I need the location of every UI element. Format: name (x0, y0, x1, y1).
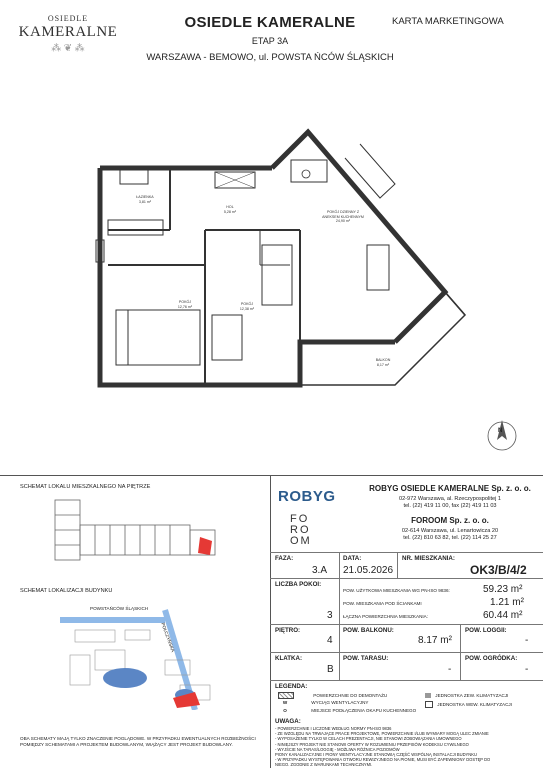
legend-ac-outdoor: JEDNOSTKA ZEW. KLIMATYZACJI (425, 693, 508, 698)
nr-label: NR. MIESZKANIA: (402, 555, 455, 562)
pow-podscianki-value: 1.21 m² (490, 597, 524, 608)
hood-marker-icon: O (283, 708, 287, 713)
brand-logo (18, 14, 118, 54)
column-divider (270, 475, 271, 768)
logo-small-text: OSIEDLE (47, 14, 89, 23)
compass-label: N (498, 428, 503, 434)
taras-value: - (448, 664, 452, 675)
schemat-lokalu-title: SCHEMAT LOKALU MIESZKALNEGO NA PIĘTRZE (20, 484, 151, 490)
compass-icon (488, 420, 516, 450)
room-label-hol: HOL 5,28 m² (223, 205, 237, 214)
ogrodek-value: - (525, 664, 529, 675)
klatka-value: B (327, 664, 334, 675)
room-label-pokoj-dzienny: POKÓJ DZIENNY Z ANEKSEM KUCHENNYM 24,90 m² (322, 210, 364, 223)
pow-laczna-label: ŁĄCZNA POWIERZCHNIA MIESZKANIA: (343, 614, 428, 619)
faza-label: FAZA: (275, 555, 294, 562)
disclaimer: OBA SCHEMATY MAJĄ TYLKO ZNACZENIE POGLĄDOWE. W PRZYPADKU EWENTUALNYCH ROZBIEŻNOŚCI POMIĘDZY SCHEMATAMI A PROJEKTEM BUDOWLANYM, WIĄŻĄCY JEST PROJEKT BUDOWLANY. (20, 736, 256, 747)
taras-label: POW. TARASU: (343, 655, 389, 662)
etap-label: ETAP 3A (251, 36, 289, 46)
table-line (270, 578, 543, 579)
section-divider (0, 475, 543, 476)
map-street-2: POŁCZYŃSKA (160, 622, 176, 653)
balkon-label: POW. BALKONU: (343, 627, 394, 634)
table-vline (339, 552, 340, 680)
logo-big-text: KAMERALNE (18, 24, 118, 40)
nr-value: OK3/B/4/2 (470, 563, 527, 577)
company2-block: FOROOM Sp. z. o. o. 02-614 Warszawa, ul. Lenartowicza 20 tel. (22) 810 63 82, tel. (22) 114 25 27 (401, 516, 499, 541)
loggia-value: - (525, 635, 529, 646)
klatka-label: KLATKA: (275, 655, 303, 662)
uwagi-title: UWAGA: (275, 718, 301, 725)
data-label: DATA: (343, 555, 362, 562)
room-label-balkon: BALKON 8,17 m² (375, 358, 391, 367)
room-label-pokoj-2: POKÓJ 12,38 m² (239, 302, 255, 311)
pokoje-value: 3 (327, 610, 333, 621)
logo-ornament-icon: ⁂ ❦ ⁂ (51, 43, 85, 54)
table-line (270, 652, 543, 653)
legend-ac-indoor: JEDNOSTKA WEW. KLIMATYZACJI (425, 701, 512, 708)
foroom-logo: FO RO OM (290, 513, 312, 547)
faza-value: 3.A (312, 565, 328, 576)
data-value: 21.05.2026 (343, 565, 394, 576)
vent-marker-icon: W (282, 700, 288, 705)
legend-title: LEGENDA: (275, 683, 308, 690)
ogrodek-label: POW. OGRÓDKA: (465, 655, 518, 662)
legend-item-demontaz: POWIERZCHNIE DO DEMONTAŻU (278, 692, 538, 700)
pow-podscianki-label: POW. MIESZKANIA POD ŚCIANKAMI (343, 601, 422, 606)
floor-schema (50, 495, 260, 575)
table-vline (397, 552, 398, 578)
table-line (270, 624, 543, 625)
highlighted-unit (198, 537, 212, 555)
hatch-icon (278, 692, 294, 699)
room-label-pokoj-1: POKÓJ 12,76 m² (177, 300, 193, 309)
balkon-value: 8.17 m² (418, 635, 452, 646)
pokoje-label: LICZBA POKOI: (275, 581, 322, 588)
legend-item-okap: O MIEJSCE PODŁĄCZENIA OKAPU KUCHENNEGO (278, 708, 538, 716)
legend-item-wyciag: W WYCIĄG WENTYLACYJNY (278, 700, 538, 708)
page-title: OSIEDLE KAMERALNE (184, 14, 356, 31)
robyg-logo: ROBYG (278, 488, 336, 505)
pietro-label: PIĘTRO: (275, 627, 301, 634)
schemat-lokalizacji-title: SCHEMAT LOKALIZACJI BUDYNKU (20, 588, 113, 594)
table-line (270, 552, 543, 553)
loggia-label: POW. LOGGII: (465, 627, 507, 634)
table-line (270, 680, 543, 681)
map-street-1: POWSTAŃCÓW ŚLĄSKICH (90, 606, 149, 611)
room-label-lazienka: ŁAZIENKA 3,81 m² (136, 195, 154, 204)
karta-label: KARTA MARKETINGOWA (392, 16, 504, 27)
pow-uzytkowa-value: 59.23 m² (483, 584, 523, 595)
pietro-value: 4 (327, 635, 333, 646)
pow-laczna-value: 60.44 m² (483, 610, 523, 621)
address-label: WARSZAWA - BEMOWO, ul. POWSTA ŃCÓW ŚLĄSKICH (146, 52, 394, 63)
floor-plan (0, 80, 543, 480)
ac-outdoor-icon (425, 693, 431, 698)
ac-indoor-icon (425, 701, 433, 708)
pow-uzytkowa-label: POW. UŻYTKOWA MIESZKANIA WG PN-ISO 9836: (343, 588, 450, 593)
uwagi-list: - POWIERZCHNIE I LICZONE WEDŁUG NORMY PN-ISO 9836 - ZE WZGLĘDU NA TRWAJĄCE PRACE PROJEKTOWE, POWIERZCHNIE I/LUB WYMIARY MOGĄ ULEC ZMIANIE - WYPOSAŻENIE TYLKO W CELACH PREZENTACJI, NIE STANOWI ZOBOWIĄZANIA UMOWNEGO - NINIEJSZY PROJEKT NIE STANOWI OFERTY W ROZUMIENIU PRZEPISÓW KODEKSU CYWILNEGO - WYJŚCIE NA TARAS/LOGGIĘ - MOŻLIWA RÓŻNICA POZIOMÓW PIONY KANALIZACYJNE I PIONY WENTYLACYJNE STANOWIĄ CZĘŚĆ WSPÓLNĄ INSTALACJI BUDYNKU - W PRZYPADKU WYSTĘPOWANIA OTWORU REWIZYJNEGO NA PIONIE, MUSI BYĆ ZAPEWNIONY DOSTĘP DO NIEGO. ZGODNIE Z WARUNKAMI TECHNICZNYMI. (275, 726, 491, 768)
location-map (55, 600, 265, 710)
company1-block: ROBYG OSIEDLE KAMERALNE Sp. z. o. o. 02-972 Warszawa, al. Rzeczypospolitej 1 tel. (22) 419 11 00, fax (22) 419 11 03 (369, 484, 531, 509)
